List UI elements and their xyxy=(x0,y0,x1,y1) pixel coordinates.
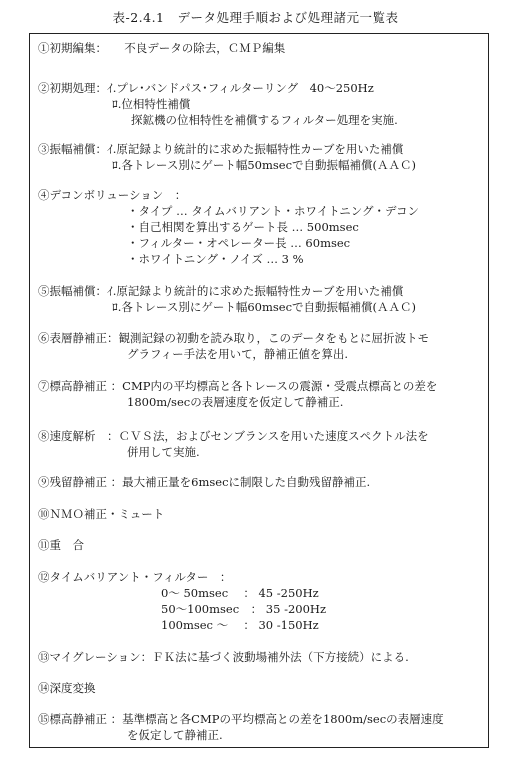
step-10-nmo-mute: ⑩ＮＭＯ補正・ミュート xyxy=(38,507,165,521)
step-12-time-variant-filter: ⑫タイムバリアント・フィルター ： xyxy=(38,570,232,584)
table-title: 表-2.4.1 データ処理手順および処理諸元一覧表 xyxy=(112,10,399,25)
step-8-velocity-analysis: ⑧速度解析 ：ＣＶＳ法，およびセンブランスを用いた速度スペクトル法を xyxy=(38,429,429,443)
step-3-amplitude-compensation: ③振幅補償：ｲ.原記録より統計的に求めた振幅特性カーブを用いた補償 xyxy=(38,142,404,156)
step-8-detail: 併用して実施. xyxy=(127,445,200,459)
step-6-surface-static: ⑥表層静補正：観測記録の初動を読み取り，このデータをもとに屈折波トモ xyxy=(38,331,429,345)
step-13-migration: ⑬マイグレーション：ＦＫ法に基づく波動場補外法（下方接続）による. xyxy=(38,650,409,664)
step-7-elevation-static: ⑦標高静補正 ：CMP内の平均標高と各トレースの震源・受震点標高との差を xyxy=(38,379,438,393)
step-15-detail: を仮定して静補正. xyxy=(127,728,223,742)
step-6-detail: グラフィー手法を用いて，静補正値を算出. xyxy=(127,347,349,361)
step-9-residual-static: ⑨残留静補正 ：最大補正量を6msecに制限した自動残留静補正. xyxy=(38,475,371,489)
step-4-gate-length: ・自己相関を算出するゲート長 … 500msec xyxy=(127,220,359,234)
step-4-deconvolution: ④デコンボリューション ： xyxy=(38,188,187,202)
step-12-row-2: 50～100msec ： 35 -200Hz xyxy=(161,602,327,616)
step-5-sub-b: ﾛ.各トレース別にゲート幅60msecで自動振幅補償(ＡＡＣ) xyxy=(112,300,416,314)
step-4-operator-length: ・フィルター・オペレーター長 … 60msec xyxy=(127,236,351,250)
step-2-sub-b-detail: 探鉱機の位相特性を補償するフィルター処理を実施. xyxy=(131,113,398,127)
process-table-frame xyxy=(29,33,489,748)
step-11-stack: ⑪重 合 xyxy=(38,538,84,552)
step-5-amplitude-compensation: ⑤振幅補償：ｲ.原記録より統計的に求めた振幅特性カーブを用いた補償 xyxy=(38,284,404,298)
step-14-depth-conversion: ⑭深度変換 xyxy=(38,681,96,695)
step-12-row-3: 100msec ～ ： 30 -150Hz xyxy=(161,618,319,632)
step-2-initial-processing: ②初期処理：ｲ.プレ･バンドパス･フィルターリング 40～250Hz xyxy=(38,81,374,95)
step-4-whitening-noise: ・ホワイトニング・ノイズ … 3 % xyxy=(127,252,304,266)
step-1-initial-edit: ①初期編集： 不良データの除去，ＣＭＰ編集 xyxy=(38,41,286,55)
step-15-elevation-static: ⑮標高静補正 ：基準標高と各CMPの平均標高との差を1800m/secの表層速度 xyxy=(38,712,444,726)
step-2-sub-b: ﾛ.位相特性補償 xyxy=(112,97,191,111)
step-12-row-1: 0～ 50msec ： 45 -250Hz xyxy=(161,586,319,600)
step-4-type: ・タイプ … タイムバリアント・ホワイトニング・デコン xyxy=(127,204,420,218)
step-3-sub-b: ﾛ.各トレース別にゲート幅50msecで自動振幅補償(ＡＡＣ) xyxy=(112,158,416,172)
step-7-detail: 1800m/secの表層速度を仮定して静補正. xyxy=(127,395,344,409)
